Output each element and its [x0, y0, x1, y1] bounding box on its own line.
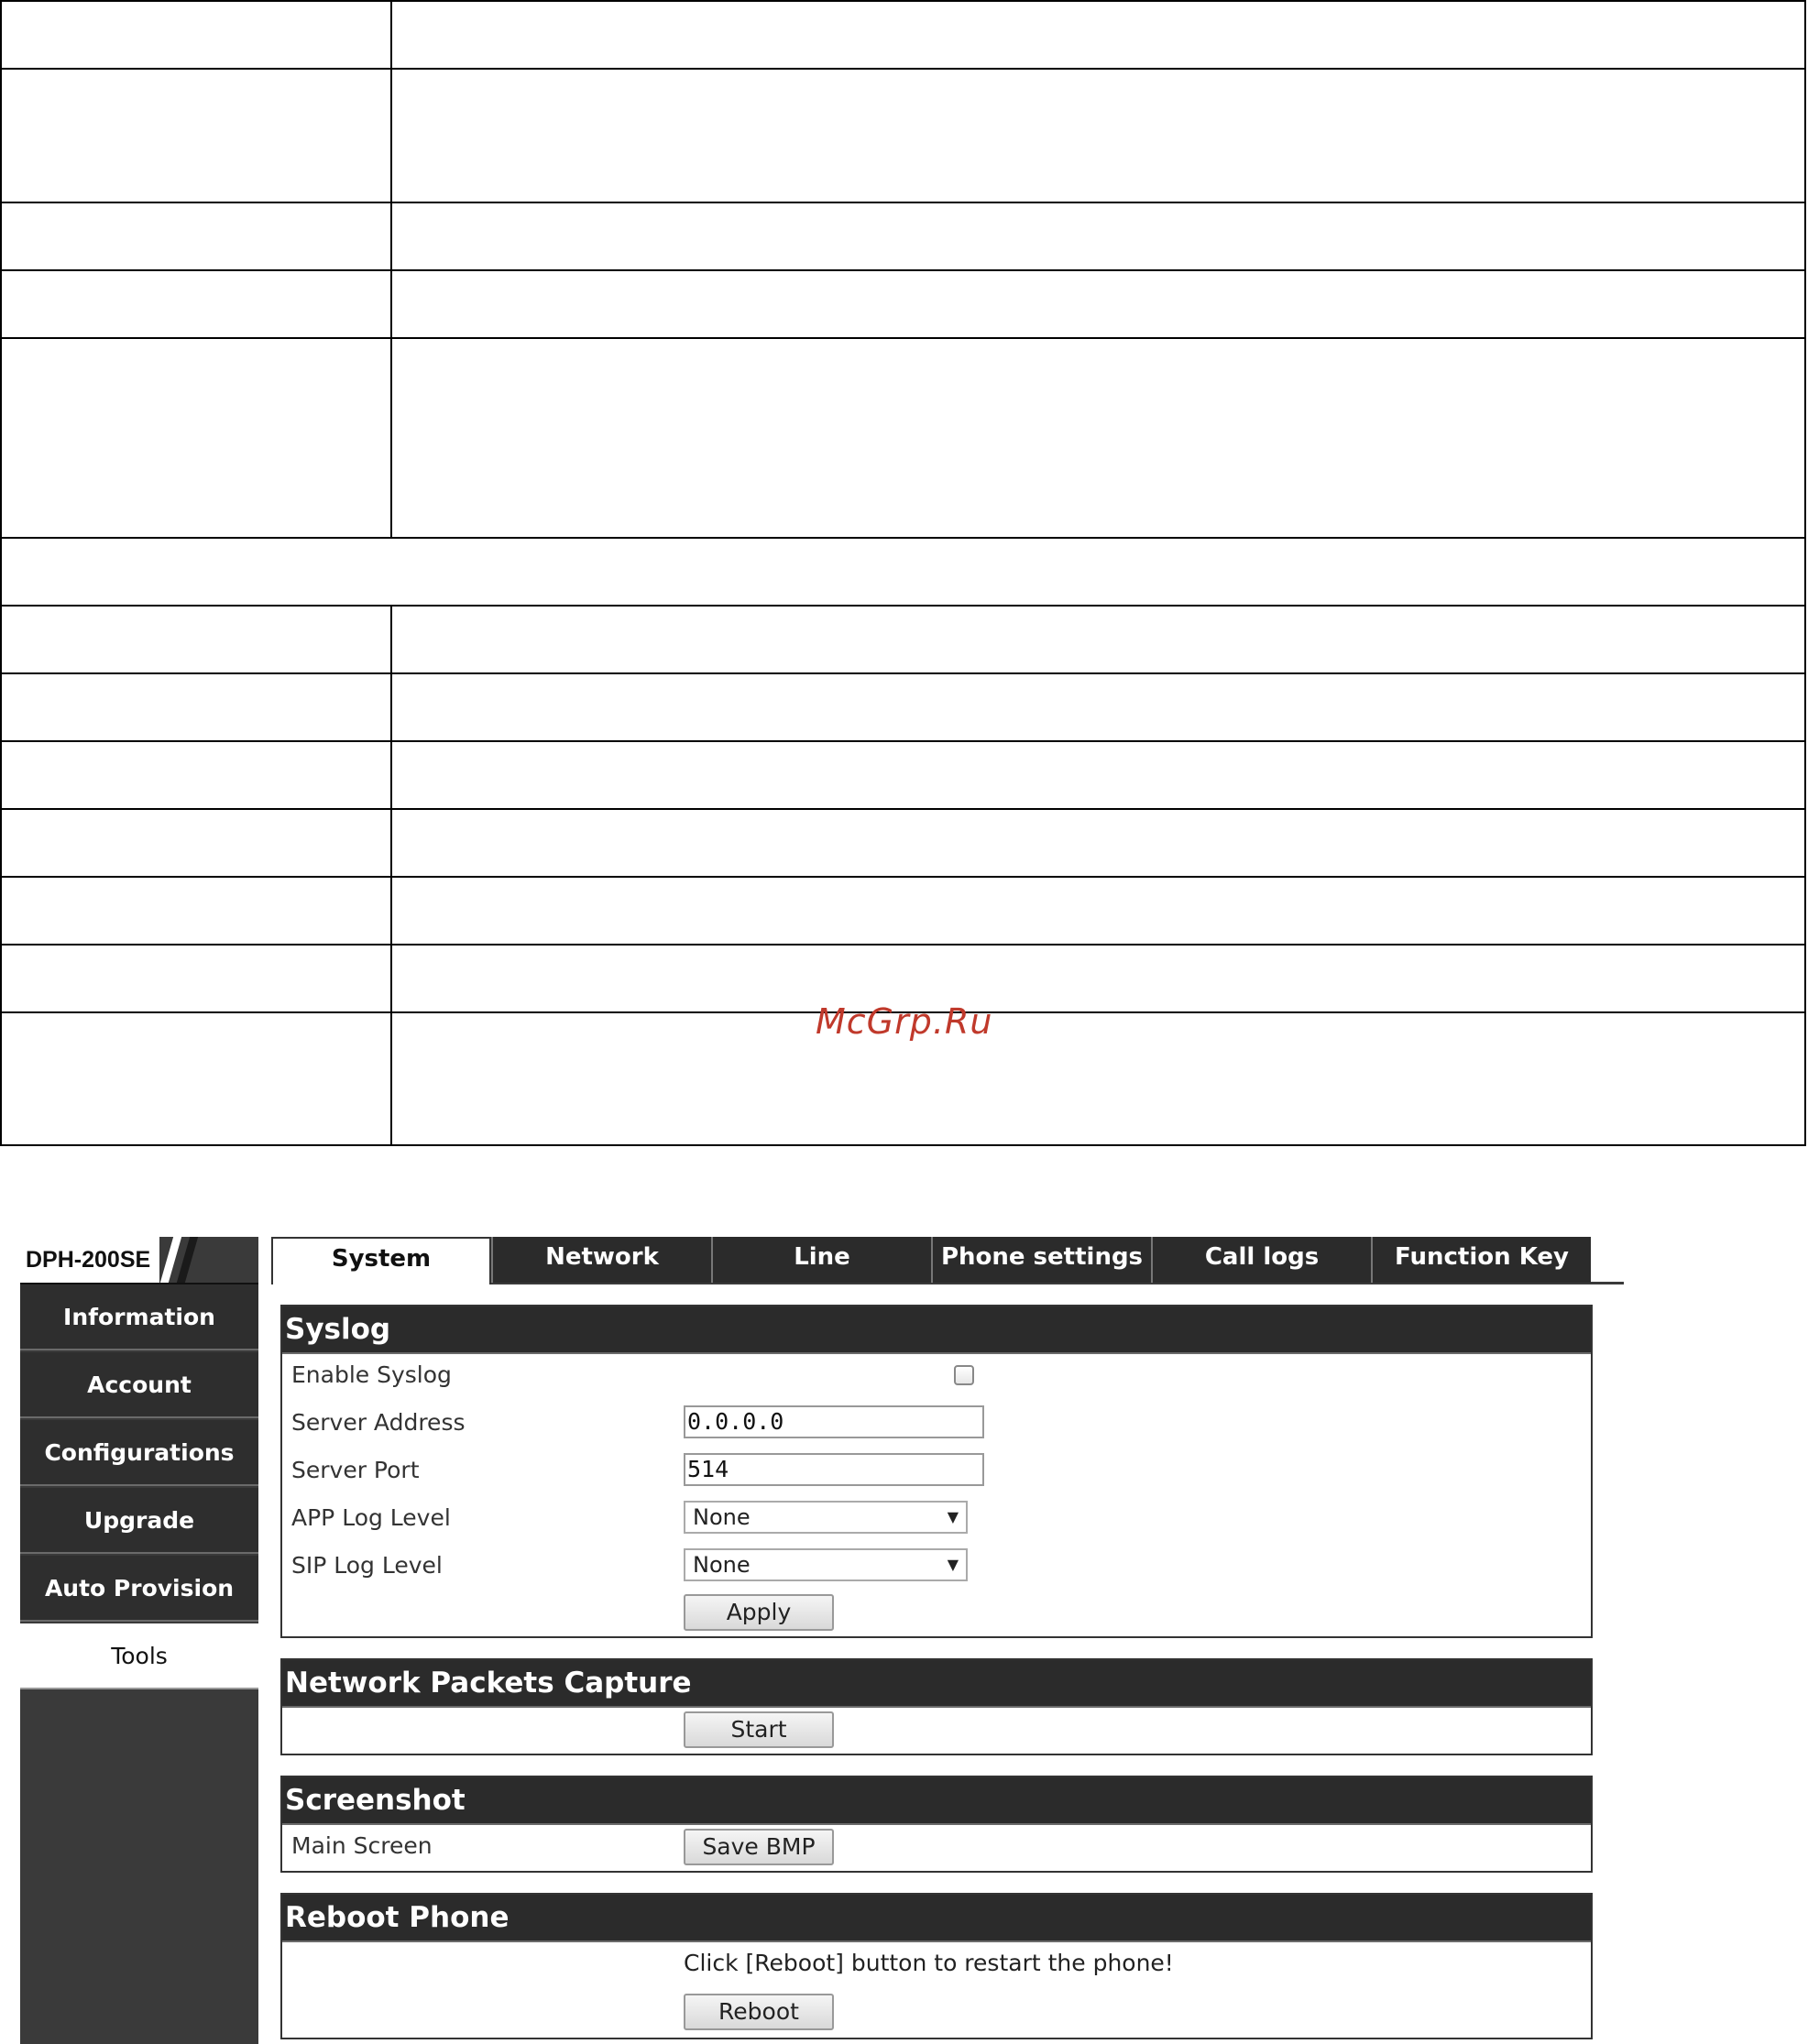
- sidebar-item-auto-provision[interactable]: Auto Provision: [20, 1556, 258, 1622]
- syslog-section: [280, 1305, 1593, 1638]
- syslog-header: Syslog: [282, 1306, 1591, 1354]
- start-capture-button[interactable]: Start: [684, 1711, 834, 1748]
- chevron-down-icon: ▼: [947, 1508, 959, 1525]
- screenshot-section: [280, 1776, 1593, 1873]
- tab-phone-settings[interactable]: Phone settings: [931, 1237, 1151, 1283]
- screenshot-header: Screenshot: [282, 1777, 1591, 1825]
- brand-label: DPH-200SE: [20, 1237, 159, 1283]
- server-port-label: Server Port: [291, 1457, 420, 1483]
- reboot-button[interactable]: Reboot: [684, 1994, 834, 2030]
- main-screen-label: Main Screen: [291, 1832, 433, 1859]
- save-bmp-button[interactable]: Save BMP: [684, 1829, 834, 1865]
- app-log-level-label: APP Log Level: [291, 1504, 451, 1531]
- tab-call-logs[interactable]: Call logs: [1151, 1237, 1371, 1283]
- tab-function-key[interactable]: Function Key: [1371, 1237, 1591, 1283]
- brand-slash-icon: [177, 1237, 198, 1283]
- packet-capture-header: Network Packets Capture: [282, 1660, 1591, 1708]
- sidebar-item-configurations[interactable]: Configurations: [20, 1420, 258, 1486]
- apply-button[interactable]: Apply: [684, 1594, 834, 1631]
- sip-log-level-select[interactable]: [684, 1548, 968, 1581]
- server-port-input[interactable]: 514: [684, 1453, 984, 1486]
- sidebar-item-upgrade[interactable]: Upgrade: [20, 1488, 258, 1554]
- enable-syslog-checkbox[interactable]: [954, 1365, 974, 1385]
- sidebar-item-account[interactable]: Account: [20, 1352, 258, 1418]
- server-address-input[interactable]: 0.0.0.0: [684, 1405, 984, 1438]
- reboot-header: Reboot Phone: [282, 1895, 1591, 1942]
- app-log-level-select[interactable]: [684, 1501, 968, 1534]
- chevron-down-icon: ▼: [947, 1556, 959, 1573]
- sip-log-level-label: SIP Log Level: [291, 1552, 443, 1579]
- sip-log-level-value: None: [693, 1552, 751, 1578]
- top-tab-bar: [271, 1237, 1624, 1284]
- reboot-notice: Click [Reboot] button to restart the phone!: [684, 1950, 1174, 1976]
- tab-line[interactable]: Line: [711, 1237, 931, 1283]
- tab-system[interactable]: System: [271, 1237, 491, 1284]
- server-address-label: Server Address: [291, 1409, 466, 1436]
- enable-syslog-label: Enable Syslog: [291, 1361, 452, 1388]
- tab-network[interactable]: Network: [491, 1237, 711, 1283]
- packet-capture-section: [280, 1658, 1593, 1755]
- reboot-section: [280, 1893, 1593, 2039]
- app-log-level-value: None: [693, 1504, 751, 1530]
- watermark-text: McGrp.Ru: [816, 1001, 993, 1042]
- phone-web-ui: [20, 1237, 1605, 2044]
- brand-logo: [20, 1237, 258, 1284]
- sidebar-item-information[interactable]: Information: [20, 1284, 258, 1350]
- sidebar-item-tools[interactable]: Tools: [20, 1623, 258, 1689]
- sidebar: [20, 1284, 258, 2044]
